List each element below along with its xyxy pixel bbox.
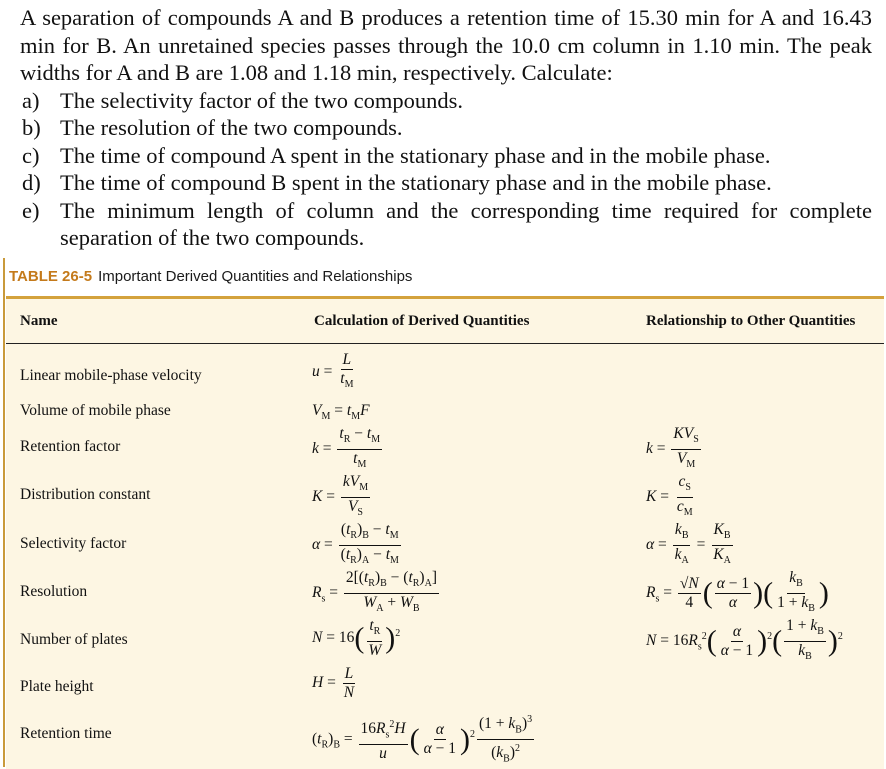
formula-velocity: u = $\frac{L}{t_M}$: [312, 351, 354, 391]
question-text: The time of compound A spent in the stationary phase and in the mobile phase.: [60, 142, 771, 168]
row-name: Plate height: [20, 678, 94, 695]
question-item: [20, 142, 872, 170]
question-text: The resolution of the two compounds.: [60, 115, 403, 140]
row-name: Number of plates: [20, 631, 128, 648]
formula-selectivity: α = $\frac{(t_R)_B - t_M}{(t_R)_A - t_M}$: [312, 521, 399, 567]
question-text: The minimum length of column and the corresponding time required for complete separation of the two compounds.: [60, 197, 872, 250]
row-name: Retention factor: [20, 438, 121, 455]
question-list: [20, 87, 872, 252]
relation-retention-factor: k = $\frac{KV_S}{V_M}$: [646, 425, 699, 471]
table-header: [6, 299, 884, 344]
formula-retention-time: $(t_R)_B$ = $\frac{16R_s^2H}{u}$ ( $\frac{\alpha}{\alpha - 1}$ )$^2$ $\frac{(1 + k_B)^3}{(k_B)^2}$: [312, 711, 536, 769]
question-item: [20, 114, 872, 142]
relation-selectivity: α = $\frac{k_B}{k_A}$ = $\frac{K_B}{K_A}$: [646, 521, 731, 567]
formula-resolution: $R_s$ = $\frac{2[(t_R)_B - (t_R)_A]}{W_A + W_B}$: [312, 569, 437, 615]
question-label: b): [22, 115, 41, 140]
table-side-rule: [3, 258, 5, 767]
question-text: The time of compound B spent in the stationary phase and in the mobile phase.: [60, 170, 772, 195]
question-text: The selectivity factor of the two compounds.: [60, 87, 464, 113]
derived-quantities-table: [6, 296, 884, 769]
row-name: Volume of mobile phase: [20, 402, 171, 419]
formula-plates: N = 16( $\frac{t_R}{W}$ )$^2$: [312, 617, 401, 660]
row-name: Distribution constant: [20, 486, 151, 503]
problem-statement: [20, 4, 872, 252]
formula-distribution-constant: K = $\frac{kV_M}{V_S}$: [312, 473, 369, 519]
question-label: c): [22, 142, 40, 168]
formula-mobile-volume: $V_M = t_MF$: [312, 402, 370, 423]
formula-retention-factor: k = $\frac{t_R - t_M}{t_M}$: [312, 425, 381, 471]
header-name: Name: [20, 313, 58, 329]
row-name: Selectivity factor: [20, 535, 127, 552]
question-item: [20, 197, 872, 252]
row-name: Retention time: [20, 725, 112, 742]
question-item: [20, 87, 872, 115]
problem-intro: A separation of compounds A and B produces a retention time of 15.30 min for A and 16.43 min for B. An unretained species passes through the 10.0 cm column in 1.10 min. The peak widths for A and B are 1.08 and 1.18 min, respectively. Calculate:: [20, 5, 872, 85]
question-label: a): [22, 87, 40, 113]
question-label: d): [22, 170, 41, 195]
table-number: TABLE 26-5: [9, 268, 93, 285]
header-calculation: Calculation of Derived Quantities: [314, 313, 530, 329]
formula-plate-height: H = $\frac{L}{N}$: [312, 665, 355, 701]
row-name: Resolution: [20, 583, 88, 600]
table-caption: [9, 268, 412, 285]
table-title: Important Derived Quantities and Relationships: [98, 268, 413, 285]
relation-resolution: $R_s$ = $\frac{√N}{4}$ ( $\frac{\alpha - 1}{\alpha}$ )( $\frac{k_B}{1 + k_B}$ ): [646, 569, 829, 615]
question-item: [20, 169, 872, 197]
relation-plates: $N = 16R_s^2$( $\frac{\alpha}{\alpha - 1}$ )$^2$( $\frac{1 + k_B}{k_B}$ )$^2$: [646, 617, 843, 663]
question-label: e): [22, 197, 40, 223]
relation-distribution-constant: K = $\frac{c_S}{c_M}$: [646, 473, 693, 519]
header-relationship: Relationship to Other Quantities: [646, 313, 856, 329]
row-name: Linear mobile-phase velocity: [20, 367, 202, 384]
